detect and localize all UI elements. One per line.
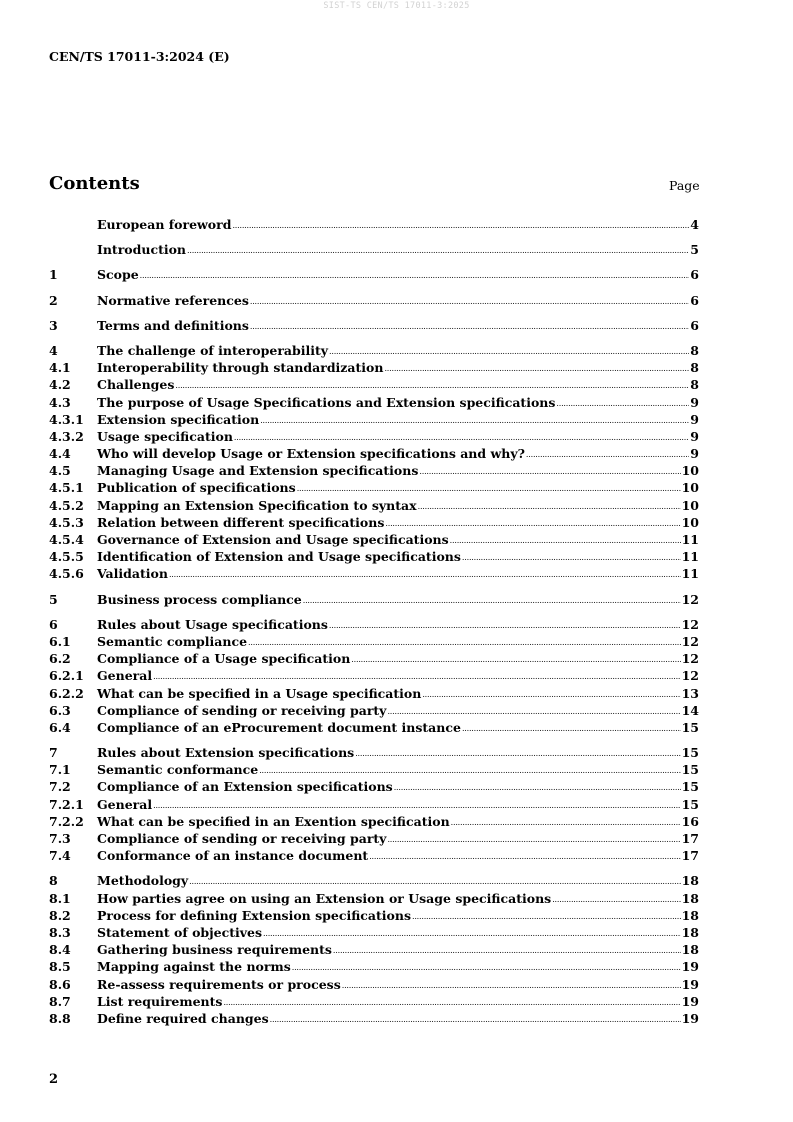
page-number: 2 (49, 1072, 59, 1087)
toc-entry-page[interactable]: 12 (681, 616, 699, 632)
toc-entry-page[interactable]: 16 (681, 813, 699, 829)
toc-entry[interactable] (49, 216, 699, 233)
dot-leader (333, 942, 681, 959)
toc-entry-number: 4.3.2 (49, 428, 84, 444)
toc-entry-title[interactable]: Managing Usage and Extension specifications (97, 463, 419, 479)
toc-entry-page[interactable]: 15 (681, 719, 699, 735)
dot-leader (412, 908, 681, 925)
toc-entry-title[interactable]: Process for defining Extension specifications (97, 907, 411, 923)
toc-entry-title[interactable]: Publication of specifications (97, 480, 296, 496)
toc-entry-title[interactable]: Relation between different specifications (97, 514, 385, 530)
toc-entry-title[interactable]: Normative references (97, 292, 249, 308)
toc-entry-number: 7.2.1 (49, 796, 84, 812)
dot-leader (385, 515, 680, 532)
toc-entry-page[interactable]: 8 (690, 377, 699, 393)
toc-entry[interactable] (49, 907, 699, 924)
toc-entry-number: 4.2 (49, 377, 71, 393)
toc-entry-title[interactable]: Challenges (97, 377, 175, 393)
toc-entry-number: 3 (49, 317, 58, 333)
toc-entry-title[interactable]: General (97, 668, 153, 684)
toc-entry[interactable] (49, 872, 699, 889)
toc-entry-number: 8.5 (49, 959, 71, 975)
toc-entry-page[interactable]: 12 (681, 591, 699, 607)
toc-entry-number: 6.4 (49, 719, 71, 735)
dot-leader (451, 814, 681, 831)
dot-leader (175, 377, 689, 394)
toc-entry-title[interactable]: The purpose of Usage Specifications and Extension specifications (97, 394, 556, 410)
toc-entry[interactable] (49, 241, 699, 258)
toc-entry-title[interactable]: Interoperability through standardization (97, 360, 384, 376)
toc-entry-number: 8.3 (49, 924, 71, 940)
toc-entry-title[interactable]: Compliance of an eProcurement document instance (97, 719, 461, 735)
toc-entry[interactable] (49, 993, 699, 1010)
toc-entry-page[interactable]: 15 (681, 745, 699, 761)
toc-entry[interactable] (49, 591, 699, 608)
toc-entry-title[interactable]: Who will develop Usage or Extension specifications and why? (97, 446, 525, 462)
toc-entry-number: 4 (49, 342, 58, 358)
toc-entry-number: 4.5.2 (49, 497, 84, 513)
toc-entry-page[interactable]: 15 (681, 762, 699, 778)
toc-entry-page[interactable]: 9 (690, 428, 699, 444)
dot-leader (153, 797, 680, 814)
dot-leader (369, 848, 680, 865)
toc-entry-title[interactable]: Mapping against the norms (97, 959, 291, 975)
toc-entry[interactable] (49, 685, 699, 702)
toc-entry-title[interactable]: Terms and definitions (97, 317, 249, 333)
dot-leader (384, 360, 689, 377)
toc-entry-number: 4.1 (49, 360, 71, 376)
toc-entry[interactable] (49, 359, 699, 376)
toc-entry-page[interactable]: 10 (681, 514, 699, 530)
dot-leader (140, 267, 690, 284)
toc-entry-number: 4.5.6 (49, 566, 84, 582)
toc-entry[interactable] (49, 317, 699, 334)
dot-leader (418, 498, 681, 515)
toc-entry-title[interactable]: Business process compliance (97, 591, 302, 607)
toc-entry-number: 8.7 (49, 993, 71, 1009)
dot-leader (387, 703, 680, 720)
toc-entry[interactable] (49, 830, 699, 847)
toc-entry-title[interactable]: Extension specification (97, 411, 260, 427)
toc-entry-title[interactable]: Usage specification (97, 428, 233, 444)
watermark: SIST-TS CEN/TS 17011-3:2025 (323, 1, 470, 11)
dot-leader (259, 762, 680, 779)
toc-entry[interactable] (49, 924, 699, 941)
document-identifier: CEN/TS 17011-3:2024 (E) (49, 49, 230, 64)
toc-entry-title[interactable]: Compliance of sending or receiving party (97, 702, 387, 718)
toc-entry-title[interactable]: Introduction (97, 242, 187, 258)
toc-entry-title[interactable]: Rules about Usage specifications (97, 616, 328, 632)
toc-entry[interactable] (49, 565, 699, 582)
toc-entry[interactable] (49, 514, 699, 531)
toc-entry[interactable] (49, 548, 699, 565)
toc-entry-number: 5 (49, 591, 58, 607)
dot-leader (223, 994, 680, 1011)
toc-entry-number: 7.1 (49, 762, 71, 778)
dot-leader (462, 549, 681, 566)
toc-entry-number: 8 (49, 873, 58, 889)
toc-entry[interactable] (49, 1010, 699, 1027)
toc-entry-page[interactable]: 11 (681, 532, 699, 547)
toc-entry-number: 6.1 (49, 633, 71, 649)
toc-entry-page[interactable]: 4 (690, 217, 699, 232)
dot-leader (292, 959, 681, 976)
toc-entry[interactable] (49, 778, 699, 795)
toc-entry[interactable] (49, 650, 699, 667)
toc-entry[interactable] (49, 941, 699, 958)
toc-entry[interactable] (49, 497, 699, 514)
dot-leader (422, 686, 680, 703)
toc-entry-title[interactable]: Semantic conformance (97, 762, 259, 778)
dot-leader (303, 592, 681, 609)
dot-leader (329, 343, 689, 360)
toc-entry-page[interactable]: 19 (681, 976, 699, 992)
toc-entry-title[interactable]: Define required changes (97, 1010, 269, 1026)
toc-entry-page[interactable]: 9 (690, 411, 699, 427)
toc-entry-title[interactable]: Mapping an Extension Specification to syntax (97, 497, 417, 513)
toc-entry-number: 7.3 (49, 831, 71, 846)
toc-entry-title[interactable]: Validation (97, 566, 168, 582)
toc-entry-title[interactable]: Rules about Extension specifications (97, 745, 355, 761)
dot-leader (462, 720, 681, 737)
toc-entry-number: 6.2.2 (49, 685, 84, 701)
dot-leader (387, 831, 680, 848)
toc-entry[interactable] (49, 394, 699, 411)
toc-entry-page[interactable]: 18 (681, 890, 699, 906)
toc-entry-title[interactable]: Compliance of a Usage specification (97, 651, 351, 667)
toc-entry-number: 4.3 (49, 394, 71, 410)
dot-leader (234, 429, 689, 446)
toc-entry[interactable] (49, 342, 699, 359)
dot-leader (329, 617, 681, 634)
toc-entry-page[interactable]: 17 (681, 831, 699, 846)
table-of-contents (49, 216, 699, 1027)
toc-entry-page[interactable]: 13 (681, 685, 699, 701)
dot-leader (351, 651, 680, 668)
toc-entry-page[interactable]: 12 (681, 633, 699, 649)
toc-entry-page[interactable]: 19 (681, 993, 699, 1009)
dot-leader (419, 463, 680, 480)
toc-entry[interactable] (49, 445, 699, 462)
toc-entry-page[interactable]: 11 (681, 549, 699, 565)
toc-entry-page[interactable]: 8 (690, 360, 699, 376)
toc-entry-page[interactable]: 18 (681, 924, 699, 940)
toc-entry-title[interactable]: Semantic compliance (97, 633, 248, 649)
toc-entry-title[interactable]: Methodology (97, 873, 189, 889)
toc-entry-title[interactable]: List requirements (97, 993, 223, 1009)
toc-entry-page[interactable]: 12 (681, 668, 699, 684)
toc-entry-page[interactable]: 10 (681, 480, 699, 496)
dot-leader (556, 395, 689, 412)
toc-entry[interactable] (49, 411, 699, 428)
toc-entry-page[interactable]: 6 (690, 267, 699, 283)
toc-entry-page[interactable]: 14 (681, 702, 699, 718)
toc-entry-page[interactable]: 18 (681, 873, 699, 889)
toc-entry-number: 8.6 (49, 976, 71, 992)
toc-entry-page[interactable]: 11 (681, 566, 699, 582)
toc-entry-page[interactable]: 19 (681, 959, 699, 975)
toc-entry-number: 6.3 (49, 702, 71, 718)
toc-entry-number: 4.5.4 (49, 532, 84, 547)
toc-entry-number: 8.2 (49, 907, 71, 923)
toc-entry-number: 6.2.1 (49, 668, 84, 684)
dot-leader (189, 873, 680, 890)
toc-entry-page[interactable]: 10 (681, 463, 699, 479)
toc-entry-page[interactable]: 19 (681, 1010, 699, 1026)
dot-leader (250, 318, 689, 335)
toc-entry-page[interactable]: 5 (690, 242, 699, 258)
dot-leader (526, 446, 689, 463)
toc-entry[interactable] (49, 266, 699, 283)
toc-entry-number: 7 (49, 745, 58, 761)
toc-entry-title[interactable]: European foreword (97, 217, 232, 232)
toc-entry-number: 1 (49, 267, 58, 283)
page-title: Contents (49, 173, 140, 194)
dot-leader (297, 480, 681, 497)
toc-entry[interactable] (49, 667, 699, 684)
toc-entry-number: 4.3.1 (49, 411, 84, 427)
dot-leader (250, 293, 689, 310)
toc-entry[interactable] (49, 813, 699, 830)
toc-entry[interactable] (49, 428, 699, 445)
page-column-label: Page (669, 178, 700, 193)
toc-entry-number: 4.5.3 (49, 514, 84, 530)
dot-leader (355, 745, 680, 762)
toc-entry-number: 7.2 (49, 779, 71, 795)
dot-leader (450, 532, 681, 549)
toc-entry[interactable] (49, 616, 699, 633)
toc-entry-number: 6.2 (49, 651, 71, 667)
toc-entry-page[interactable]: 8 (690, 342, 699, 358)
toc-entry-number: 4.4 (49, 446, 71, 462)
dot-leader (153, 668, 680, 685)
dot-leader (270, 1011, 681, 1028)
toc-entry[interactable] (49, 479, 699, 496)
toc-entry[interactable] (49, 958, 699, 975)
dot-leader (263, 925, 681, 942)
toc-entry-title[interactable]: How parties agree on using an Extension or Usage specifications (97, 890, 552, 906)
toc-entry-title[interactable]: What can be specified in a Usage specification (97, 685, 422, 701)
toc-entry-page[interactable]: 18 (681, 907, 699, 923)
toc-entry-number: 7.4 (49, 848, 71, 864)
dot-leader (187, 242, 689, 259)
dot-leader (169, 566, 681, 583)
toc-entry-page[interactable]: 9 (690, 446, 699, 462)
toc-entry-page[interactable]: 6 (690, 317, 699, 333)
toc-entry-number: 6 (49, 616, 58, 632)
toc-entry-number: 7.2.2 (49, 813, 84, 829)
toc-entry[interactable] (49, 531, 699, 548)
toc-entry-number: 4.5.1 (49, 480, 84, 496)
toc-entry[interactable] (49, 796, 699, 813)
dot-leader (552, 891, 680, 908)
toc-entry-page[interactable]: 15 (681, 779, 699, 795)
toc-entry[interactable] (49, 719, 699, 736)
toc-entry-title[interactable]: Compliance of sending or receiving party (97, 831, 387, 846)
dot-leader (342, 977, 681, 994)
dot-leader (248, 634, 681, 651)
toc-entry[interactable] (49, 633, 699, 650)
toc-entry-title[interactable]: Statement of objectives (97, 924, 263, 940)
toc-entry-title[interactable]: What can be specified in an Exention specification (97, 813, 450, 829)
toc-entry-number: 8.8 (49, 1010, 71, 1026)
toc-entry[interactable] (49, 847, 699, 864)
toc-entry-title[interactable]: The challenge of interoperability (97, 342, 329, 358)
toc-entry[interactable] (49, 744, 699, 761)
toc-entry-page[interactable]: 12 (681, 651, 699, 667)
toc-entry[interactable] (49, 462, 699, 479)
toc-entry-page[interactable]: 6 (690, 292, 699, 308)
toc-entry-title[interactable]: Re-assess requirements or process (97, 976, 341, 992)
toc-entry-page[interactable]: 10 (681, 497, 699, 513)
toc-entry-page[interactable]: 9 (690, 394, 699, 410)
toc-entry-title[interactable]: Conformance of an instance document (97, 848, 369, 864)
toc-entry-page[interactable]: 18 (681, 942, 699, 958)
toc-entry[interactable] (49, 890, 699, 907)
toc-entry-title[interactable]: Governance of Extension and Usage specifications (97, 532, 449, 547)
toc-entry-title[interactable]: General (97, 796, 153, 812)
toc-entry[interactable] (49, 376, 699, 393)
toc-entry-page[interactable]: 17 (681, 848, 699, 864)
toc-entry-number: 4.5 (49, 463, 71, 479)
dot-leader (394, 779, 681, 796)
toc-entry-title[interactable]: Identification of Extension and Usage specifications (97, 549, 461, 565)
toc-entry[interactable] (49, 976, 699, 993)
toc-entry-title[interactable]: Scope (97, 267, 139, 283)
toc-entry-title[interactable]: Compliance of an Extension specifications (97, 779, 393, 795)
toc-entry-page[interactable]: 15 (681, 796, 699, 812)
toc-entry-number: 8.1 (49, 890, 71, 906)
toc-entry-number: 4.5.5 (49, 549, 84, 565)
toc-entry-number: 8.4 (49, 942, 71, 958)
dot-leader (260, 412, 689, 429)
toc-entry[interactable] (49, 761, 699, 778)
toc-entry-number: 2 (49, 292, 58, 308)
toc-entry-title[interactable]: Gathering business requirements (97, 942, 332, 958)
toc-entry[interactable] (49, 292, 699, 309)
toc-entry[interactable] (49, 702, 699, 719)
dot-leader (232, 217, 689, 234)
